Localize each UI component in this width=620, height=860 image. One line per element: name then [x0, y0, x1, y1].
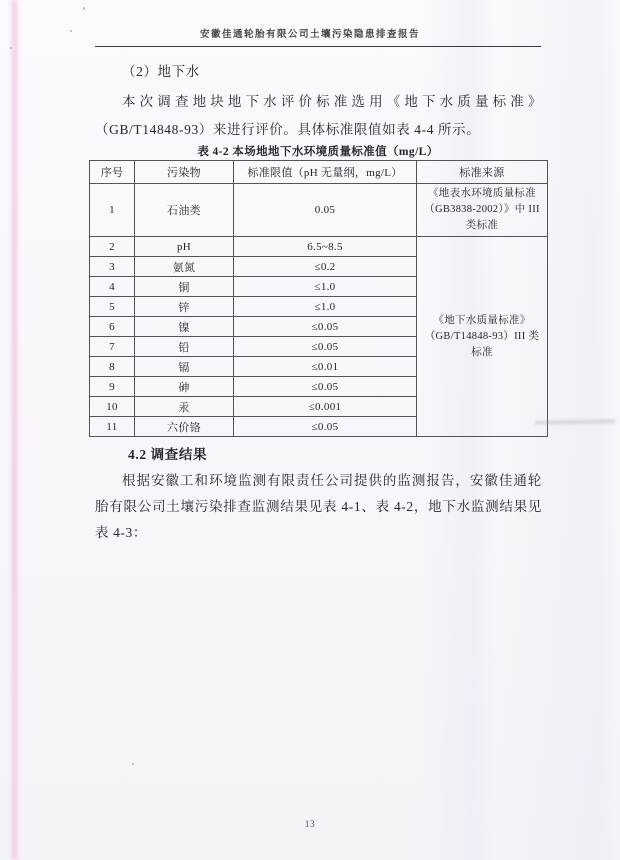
source-cell: 《地表水环境质量标准（GB3838-2002）》中 III 类标准 [417, 184, 548, 237]
limit-cell: ≤0.05 [234, 377, 417, 397]
row-no-cell: 5 [90, 297, 135, 317]
limit-cell: ≤0.01 [234, 357, 417, 377]
limit-cell: ≤0.05 [234, 337, 417, 357]
table-row [90, 237, 548, 257]
row-no-cell: 8 [90, 357, 135, 377]
pollutant-cell: 氨氮 [135, 257, 234, 277]
page-number: 13 [304, 820, 316, 830]
header-row [90, 161, 548, 184]
scan-pink-line [12, 0, 17, 860]
section-heading-groundwater: （2）地下水 [122, 64, 200, 79]
pollutant-cell: 铜 [135, 277, 234, 297]
pollutant-cell: 石油类 [135, 184, 234, 237]
row-no-cell: 6 [90, 317, 135, 337]
col-header-3: 标准来源 [417, 161, 548, 184]
row-no-cell: 3 [90, 257, 135, 277]
section-heading-results: 4.2 调查结果 [128, 447, 208, 462]
scan-speck [132, 763, 134, 765]
row-no-cell: 11 [90, 417, 135, 437]
pollutant-cell: 六价铬 [135, 417, 234, 437]
paragraph-standard-selection: 本次调查地块地下水评价标准选用《地下水质量标准》（GB/T14848-93）来进行评价。具体标准限值如表 4-4 所示。 [95, 94, 542, 137]
table-body [90, 184, 548, 437]
limit-cell: ≤1.0 [234, 297, 417, 317]
limit-cell: ≤0.05 [234, 417, 417, 437]
pollutant-cell: 铅 [135, 337, 234, 357]
limit-cell: 0.05 [234, 184, 417, 237]
row-no-cell: 9 [90, 377, 135, 397]
table-row [90, 184, 548, 237]
limit-cell: 6.5~8.5 [234, 237, 417, 257]
pollutant-cell: 锌 [135, 297, 234, 317]
col-header-0: 序号 [90, 161, 135, 184]
source-cell: 《地下水质量标准》（GB/T14848-93）III 类标准 [417, 237, 548, 437]
limit-cell: ≤0.001 [234, 397, 417, 417]
limit-cell: ≤0.05 [234, 317, 417, 337]
header-rule [95, 46, 541, 47]
pollutant-cell: 汞 [135, 397, 234, 417]
scan-speck [83, 7, 85, 10]
row-no-cell: 7 [90, 337, 135, 357]
scan-speck [10, 47, 12, 49]
table-title: 表 4-2 本场地地下水环境质量标准值（mg/L） [197, 146, 439, 158]
table-header [90, 161, 548, 184]
row-no-cell: 1 [90, 184, 135, 237]
scan-smudge [535, 419, 615, 424]
row-no-cell: 4 [90, 277, 135, 297]
limit-cell: ≤0.2 [234, 257, 417, 277]
pollutant-cell: pH [135, 237, 234, 257]
row-no-cell: 2 [90, 237, 135, 257]
col-header-2: 标准限值（pH 无量纲，mg/L） [234, 161, 417, 184]
pollutant-cell: 砷 [135, 377, 234, 397]
paragraph-results: 根据安徽工和环境监测有限责任公司提供的监测报告，安徽佳通轮胎有限公司土壤污染排查监测结果见表 4-1、表 4-2，地下水监测结果见表 4-3： [95, 473, 542, 540]
header-title: 安徽佳通轮胎有限公司土壤污染隐患排查报告 [199, 30, 420, 40]
row-no-cell: 10 [90, 397, 135, 417]
groundwater-standards-table [89, 160, 548, 437]
pollutant-cell: 镍 [135, 317, 234, 337]
pollutant-cell: 镉 [135, 357, 234, 377]
col-header-1: 污染物 [135, 161, 234, 184]
limit-cell: ≤1.0 [234, 277, 417, 297]
